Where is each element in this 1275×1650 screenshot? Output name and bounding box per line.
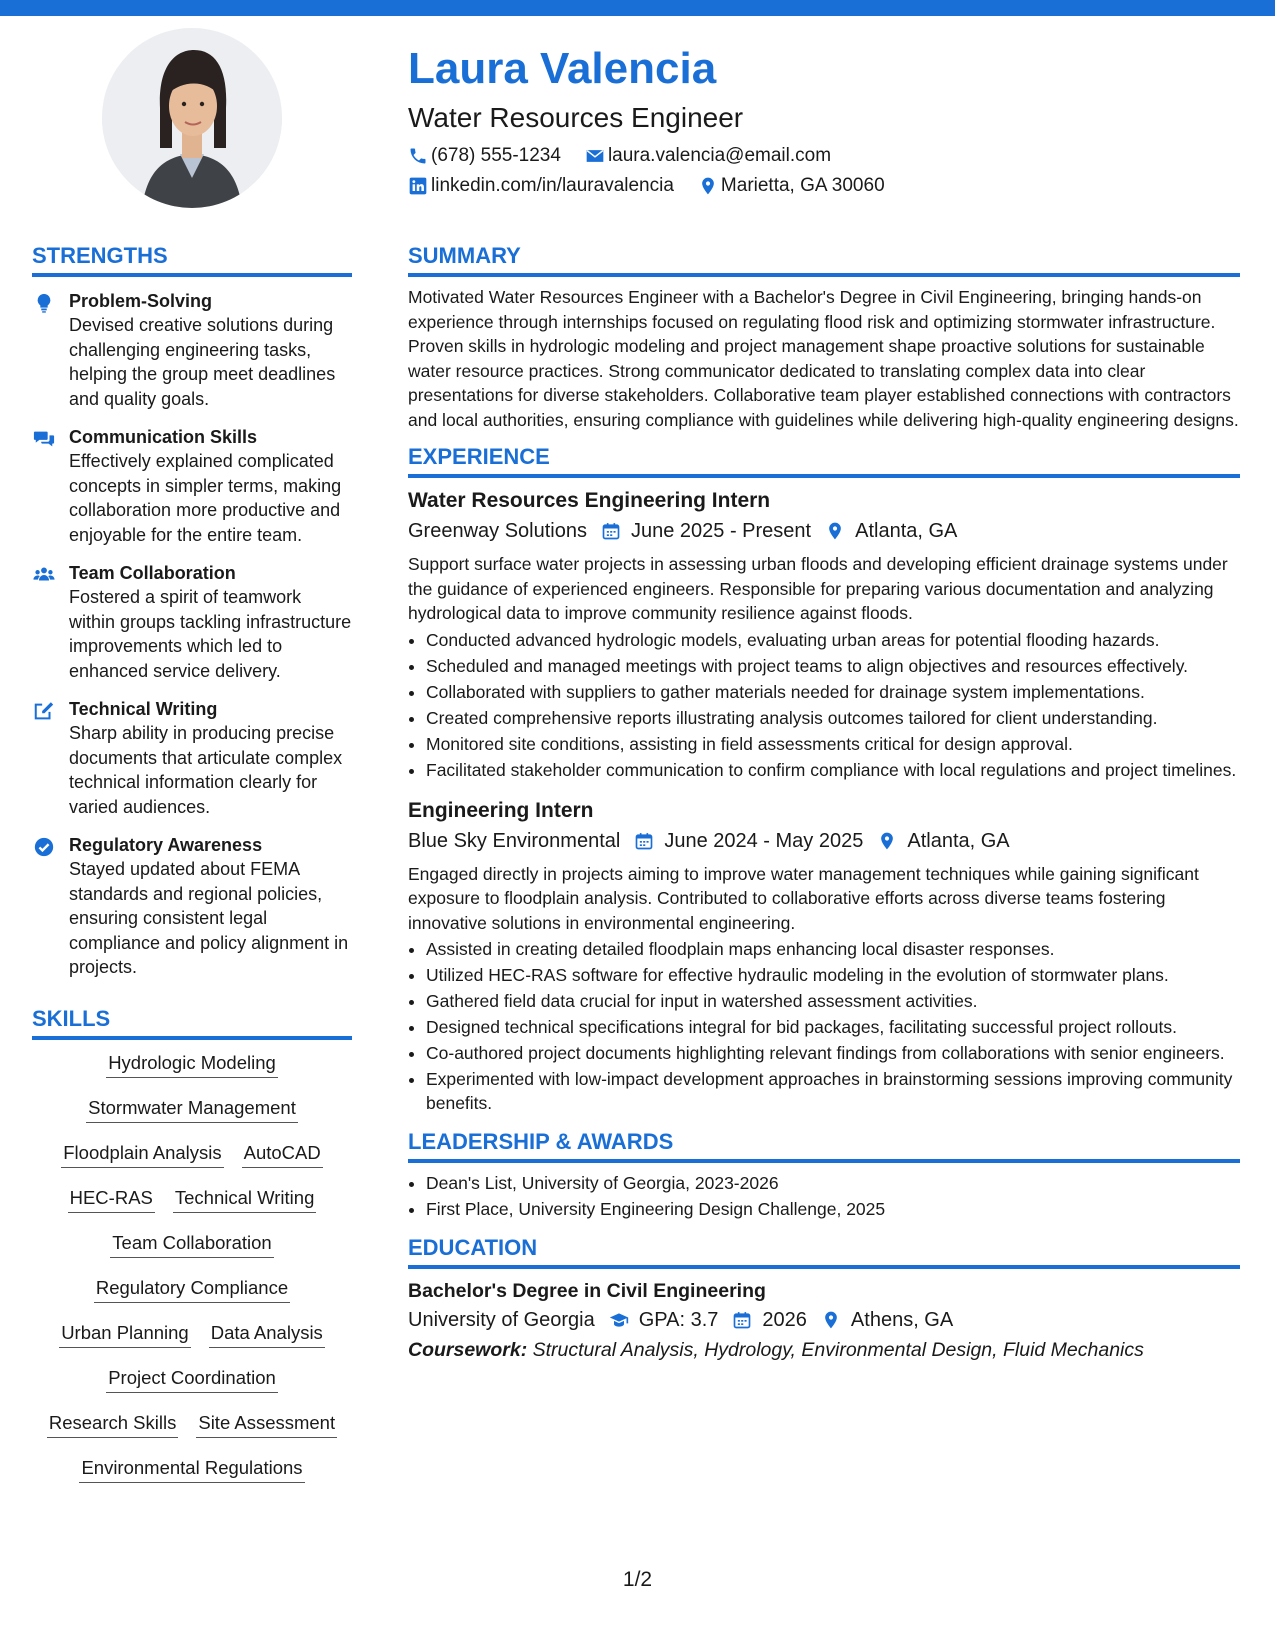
resume-header: [408, 40, 1228, 200]
job-title: Engineering Intern: [408, 798, 594, 822]
top-accent-bar: [0, 0, 1275, 16]
strength-title: Regulatory Awareness: [69, 835, 263, 855]
bullet-item: • Utilized HEC-RAS software for effective hydraulic modeling in the evolution of stormwater plans.: [426, 963, 1240, 987]
candidate-title: Water Resources Engineer: [408, 102, 744, 133]
linkedin-icon: [408, 176, 428, 196]
calendar-icon: [732, 1310, 752, 1330]
strength-item: [32, 697, 352, 819]
strength-title: Team Collaboration: [69, 563, 236, 583]
strength-title: Technical Writing: [69, 699, 218, 719]
school-location: Athens, GA: [850, 1309, 954, 1331]
coursework: [408, 1335, 1240, 1365]
linkedin-text: linkedin.com/in/lauravalencia: [431, 175, 674, 196]
map-pin-icon: [698, 176, 718, 196]
coursework-list: Structural Analysis, Hydrology, Environmental Design, Fluid Mechanics: [532, 1339, 1144, 1361]
leadership-section: [408, 1127, 1240, 1221]
gpa-text: GPA: 3.7: [638, 1309, 719, 1331]
bullet-item: • Conducted advanced hydrologic models, evaluating urban areas for potential flooding hazards.: [426, 628, 1240, 652]
bullet-item: • Collaborated with suppliers to gather materials needed for drainage system implementations.: [426, 680, 1240, 704]
summary-heading: SUMMARY: [408, 241, 1240, 277]
job-company: Blue Sky Environmental: [408, 829, 621, 852]
phone-contact[interactable]: [408, 142, 561, 170]
strength-item: [32, 289, 352, 411]
map-pin-icon: [821, 1310, 841, 1330]
skill-tag: HEC-RAS: [68, 1185, 155, 1213]
lightbulb-icon: [32, 292, 56, 314]
job-meta: [408, 516, 1240, 546]
job-location: Atlanta, GA: [855, 520, 958, 542]
job-bullets: [408, 628, 1240, 782]
right-column: [408, 241, 1240, 1365]
strength-title: Problem-Solving: [69, 291, 213, 311]
job-dates: June 2024 - May 2025: [664, 829, 864, 852]
calendar-icon: [601, 521, 621, 541]
graduation-year: 2026: [762, 1309, 807, 1331]
education-section: [408, 1233, 1240, 1365]
strength-desc: Effectively explained complicated concepts in simpler terms, making collaboration more productive and enjoyable for the entire team.: [69, 451, 342, 545]
page-number: 1/2: [622, 1568, 653, 1591]
skill-tag: Regulatory Compliance: [94, 1275, 290, 1303]
job-description: Engaged directly in projects aiming to improve water management techniques while gaining significant exposure to floodplain analysis. Contributed to collaborative efforts across diverse teams fostering innovative solutions in environmental engineering.: [408, 863, 1199, 933]
strength-desc: Stayed updated about FEMA standards and regional policies, ensuring consistent legal compliance and policy alignment in projects.: [69, 859, 349, 977]
job-description: Support surface water projects in assessing urban floods and developing efficient drainage systems under the guidance of experienced engineers. Responsible for preparing various documentation and analyzing hydrological data to improve community resilience against floods.: [408, 554, 1228, 623]
award-item: • First Place, University Engineering Design Challenge, 2025: [426, 1197, 1240, 1221]
skill-tag: Stormwater Management: [86, 1095, 298, 1123]
contact-row-1: [408, 142, 1228, 170]
skill-tag: Team Collaboration: [110, 1230, 273, 1258]
bullet-item: • Created comprehensive reports illustrating analysis outcomes tailored for client understanding.: [426, 706, 1240, 730]
education-heading: EDUCATION: [408, 1233, 1240, 1269]
skill-tag: Project Coordination: [106, 1365, 278, 1393]
school-name: University of Georgia: [408, 1309, 595, 1331]
job-title: Water Resources Engineering Intern: [408, 489, 771, 512]
left-column: [32, 241, 352, 1500]
skill-tag: Environmental Regulations: [79, 1455, 304, 1483]
bullet-item: • Experimented with low-impact development approaches in brainstorming sessions improving community benefits.: [426, 1067, 1240, 1115]
skill-tag: Urban Planning: [59, 1320, 191, 1348]
email-contact[interactable]: [585, 142, 831, 170]
job-bullets: [408, 937, 1240, 1115]
education-meta: [408, 1305, 1240, 1335]
graduation-cap-icon: [609, 1310, 629, 1330]
award-item: • Dean's List, University of Georgia, 2023-2026: [426, 1171, 1240, 1195]
envelope-icon: [585, 146, 605, 166]
coursework-label: Coursework:: [408, 1339, 528, 1361]
strength-title: Communication Skills: [69, 427, 258, 447]
edit-icon: [32, 700, 56, 722]
candidate-name: Laura Valencia: [408, 44, 717, 93]
bullet-item: • Co-authored project documents highlighting relevant findings from collaborations with senior engineers.: [426, 1041, 1240, 1065]
skill-tag: Technical Writing: [173, 1185, 317, 1213]
bullet-item: • Facilitated stakeholder communication to confirm compliance with local regulations and project timelines.: [426, 758, 1240, 782]
skill-tag: AutoCAD: [242, 1140, 323, 1168]
map-pin-icon: [877, 831, 897, 851]
map-pin-icon: [825, 521, 845, 541]
strength-item: [32, 833, 352, 980]
job-entry: [408, 486, 1240, 782]
check-badge-icon: [32, 836, 56, 858]
job-entry: [408, 796, 1240, 1116]
location-text: Marietta, GA 30060: [720, 175, 885, 196]
email-text: laura.valencia@email.com: [607, 145, 832, 166]
bullet-item: • Assisted in creating detailed floodplain maps enhancing local disaster responses.: [426, 937, 1240, 961]
phone-text: (678) 555-1234: [431, 145, 561, 166]
awards-list: [408, 1171, 1240, 1221]
skills-list: [32, 1050, 352, 1500]
skill-tag: Site Assessment: [196, 1410, 337, 1438]
skill-tag: Hydrologic Modeling: [106, 1050, 278, 1078]
summary-text: Motivated Water Resources Engineer with a Bachelor's Degree in Civil Engineering, bringing hands-on experience through internships focused on regulating flood risk and optimizing stormwater infrastructure. Proven skills in hydrologic modeling and project management shape proactive solutions for sustainable water resource practices. Strong communicator dedicated to translating complex data into clear presentations for diverse stakeholders. Collaborative team player established connections with contractors and local authorities, ensuring compliance with guidelines while delivering high-quality engineering designs.: [408, 287, 1239, 430]
strength-desc: Devised creative solutions during challenging engineering tasks, helping the group meet deadlines and quality goals.: [69, 315, 336, 409]
degree-title: Bachelor's Degree in Civil Engineering: [408, 1280, 766, 1302]
linkedin-contact[interactable]: [408, 172, 674, 200]
strength-desc: Fostered a spirit of teamwork within groups tackling infrastructure improvements which led to enhanced service delivery.: [69, 587, 352, 681]
phone-icon: [408, 146, 428, 166]
experience-heading: EXPERIENCE: [408, 442, 1240, 478]
skill-tag: Research Skills: [47, 1410, 179, 1438]
bullet-item: • Monitored site conditions, assisting in field assessments critical for design approval.: [426, 732, 1240, 756]
strengths-heading: STRENGTHS: [32, 241, 352, 277]
skill-tag: Floodplain Analysis: [61, 1140, 223, 1168]
strength-item: [32, 561, 352, 683]
calendar-icon: [634, 831, 654, 851]
chat-bubbles-icon: [32, 428, 56, 450]
leadership-heading: LEADERSHIP & AWARDS: [408, 1127, 1240, 1163]
location-contact: [698, 172, 885, 200]
strength-desc: Sharp ability in producing precise documents that articulate complex technical information clearly for varied audiences.: [69, 723, 343, 817]
bullet-item: • Scheduled and managed meetings with project teams to align objectives and resources effectively.: [426, 654, 1240, 678]
strength-item: [32, 425, 352, 547]
job-company: Greenway Solutions: [408, 520, 587, 542]
job-meta: [408, 826, 1240, 856]
contact-row-2: [408, 172, 1228, 200]
bullet-item: • Gathered field data crucial for input in watershed assessment activities.: [426, 989, 1240, 1013]
job-dates: June 2025 - Present: [630, 520, 812, 542]
users-icon: [32, 564, 56, 586]
profile-photo: [102, 28, 282, 208]
skills-heading: SKILLS: [32, 1004, 352, 1040]
job-location: Atlanta, GA: [907, 829, 1010, 852]
skill-tag: Data Analysis: [209, 1320, 325, 1348]
bullet-item: • Designed technical specifications integral for bid packages, facilitating successful project rollouts.: [426, 1015, 1240, 1039]
